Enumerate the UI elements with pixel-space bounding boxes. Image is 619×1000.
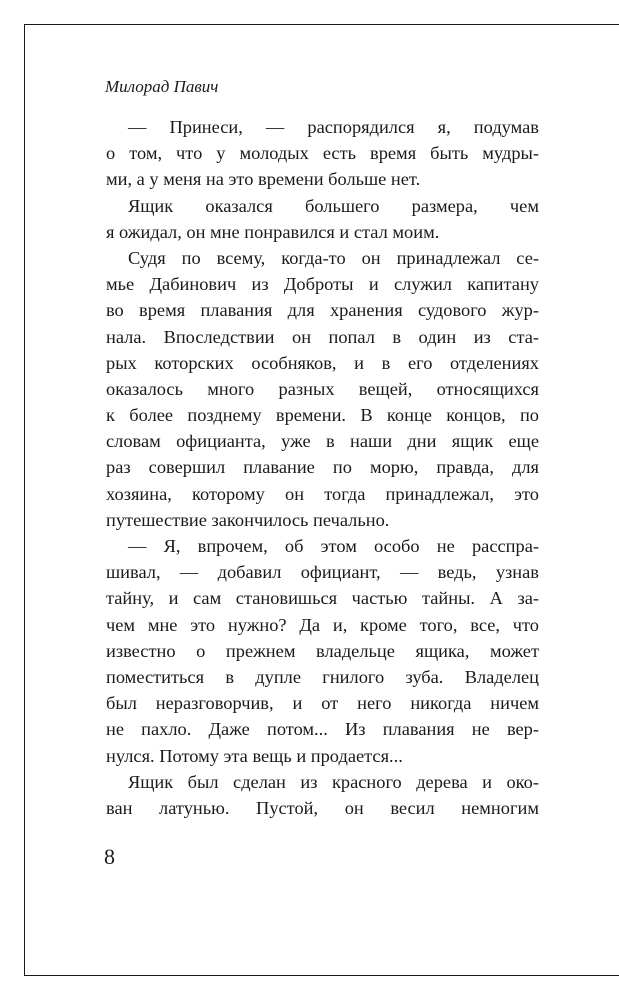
body-text xyxy=(106,114,539,821)
page-number: 8 xyxy=(104,844,115,869)
text-line: путешествие закончилось печально. xyxy=(106,509,390,530)
text-line: хозяина, которому он тогда принадлежал, это xyxy=(106,483,539,504)
running-head-author: Милорад Павич xyxy=(105,77,219,96)
text-line: к более позднему времени. В конце концов, по xyxy=(106,405,539,426)
text-line: — Принеси, — распорядился я, подумав xyxy=(128,117,539,137)
text-line: известно о прежнем владельце ящика, может xyxy=(106,640,539,661)
text-line: оказалось много разных вещей, относящихся xyxy=(106,378,539,399)
text-line: чем мне это нужно? Да и, кроме того, все, что xyxy=(106,614,539,635)
text-line: мье Дабинович из Доброты и служил капитану xyxy=(106,274,539,295)
text-line: о том, что у молодых есть время быть мудры- xyxy=(106,143,539,164)
text-line: не пахло. Даже потом... Из плавания не вер- xyxy=(106,719,539,740)
text-line: рых которских особняков, и в его отделениях xyxy=(106,352,539,373)
text-line: был неразговорчив, и от него никогда ничем xyxy=(106,693,539,714)
text-line: Ящик был сделан из красного дерева и око- xyxy=(128,771,539,792)
text-line: нала. Впоследствии он попал в один из ста- xyxy=(106,326,539,347)
text-line: поместиться в дупле гнилого зуба. Владелец xyxy=(106,666,539,687)
text-line: тайну, и сам становишься частью тайны. А за- xyxy=(106,588,539,609)
text-line: раз совершил плавание по морю, правда, для xyxy=(106,457,539,478)
text-line: во время плавания для хранения судового жур- xyxy=(106,300,539,321)
text-line: шивал, — добавил официант, — ведь, узнав xyxy=(106,562,539,583)
text-line: Ящик оказался большего размера, чем xyxy=(128,195,539,216)
text-line: словам официанта, уже в наши дни ящик еще xyxy=(106,431,539,452)
text-line: нулся. Потому эта вещь и продается... xyxy=(106,745,403,766)
text-line: ван латунью. Пустой, он весил немногим xyxy=(106,797,539,818)
text-line: ми, а у меня на это времени больше нет. xyxy=(106,169,421,190)
text-line: Судя по всему, когда-то он принадлежал се- xyxy=(128,247,539,268)
text-line: — Я, впрочем, об этом особо не расспра- xyxy=(128,536,539,556)
text-line: я ожидал, он мне понравился и стал моим. xyxy=(106,221,440,242)
